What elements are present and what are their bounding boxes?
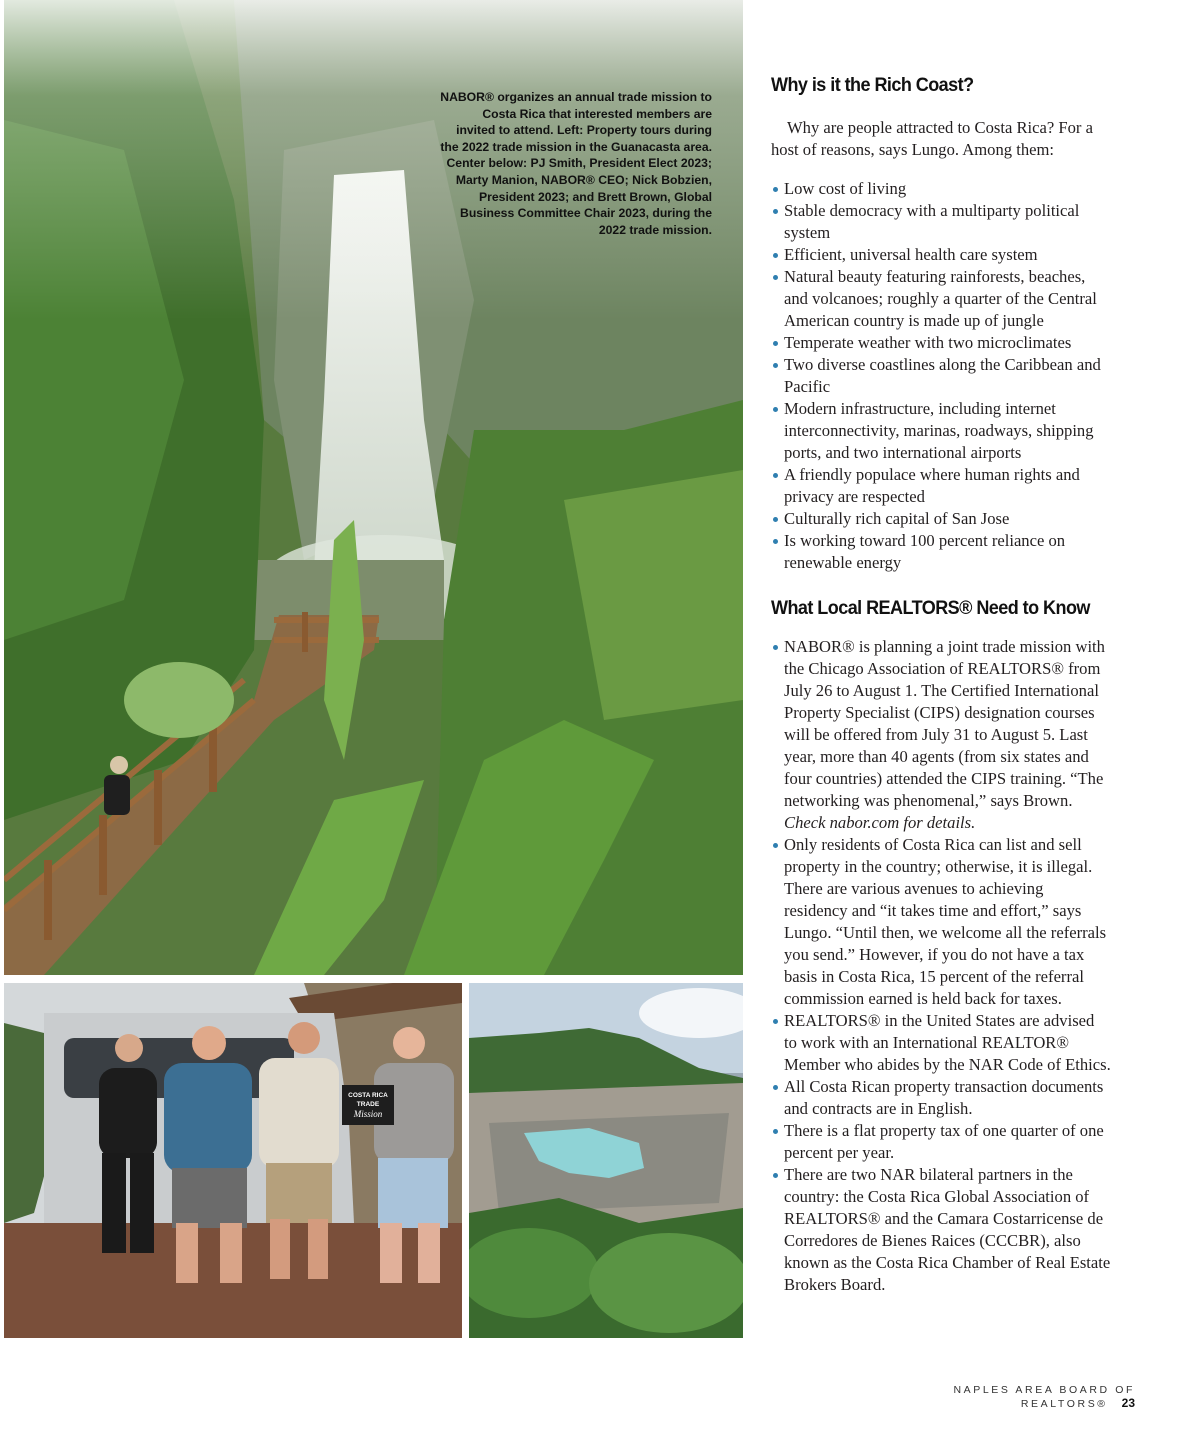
list-item-text: NABOR® is planning a joint trade mission with the Chicago Association of REALTORS® from July 26 to August 1. The Certified International Property Specialist (CIPS) designation courses will be offered from July 31 to August 5. Last year, more than 40 agents (from six states and four countries) attended the CIPS training. “The networking was phenomenal,” says Brown. [784, 637, 1105, 810]
list-item: A friendly populace where human rights and privacy are respected [771, 464, 1106, 508]
list-item: Two diverse coastlines along the Caribbean and Pacific [771, 354, 1106, 398]
volcano-crater-photo [469, 983, 743, 1338]
list-item: REALTORS® in the United States are advised to work with an International REALTOR® Member who abides by the NAR Code of Ethics. [771, 1010, 1111, 1076]
sign-line-3: Mission [353, 1109, 383, 1119]
check-nabor-link-text: Check nabor.com for details. [784, 813, 976, 832]
photo-caption: NABOR® organizes an annual trade mission to Costa Rica that interested members are invited to attend. Left: Property tours during the 2022 trade mission in the Guanacasta area. Center below: PJ Smith, President Elect 2023; Marty Manion, NABOR® CEO; Nick Bobzien, President 2023; and Brett Brown, Global Business Committee Chair 2023, during the 2022 trade mission. [440, 90, 712, 237]
list-item: All Costa Rican property transaction documents and contracts are in English. [771, 1076, 1111, 1120]
sign-line-1: COSTA RICA [348, 1092, 388, 1099]
section-heading-rich-coast: Why is it the Rich Coast? [771, 74, 974, 96]
list-item: Temperate weather with two microclimates [771, 332, 1106, 354]
publication-name: NAPLES AREA BOARD OF REALTORS® [953, 1384, 1135, 1410]
sign-line-2: TRADE [356, 1101, 380, 1108]
realtors-list [771, 636, 1111, 1296]
list-item: Low cost of living [771, 178, 1106, 200]
section-heading-realtors: What Local REALTORS® Need to Know [771, 597, 1090, 619]
list-item: There are two NAR bilateral partners in the country: the Costa Rica Global Association of REALTORS® and the Camara Costarricense de Corredores de Bienes Raices (CCCBR), also known as the Costa Rica Chamber of Real Estate Brokers Board. [771, 1164, 1111, 1296]
page-footer [860, 1384, 1135, 1410]
list-item: Natural beauty featuring rainforests, beaches, and volcanoes; roughly a quarter of the Central American country is made up of jungle [771, 266, 1106, 332]
intro-paragraph: Why are people attracted to Costa Rica? For a host of reasons, says Lungo. Among them: [771, 118, 1093, 159]
list-item: Efficient, universal health care system [771, 244, 1106, 266]
list-item: Modern infrastructure, including internet interconnectivity, marinas, roadways, shipping ports, and two international airports [771, 398, 1106, 464]
crater-illustration [469, 983, 743, 1338]
list-item [771, 636, 1111, 834]
list-item: Only residents of Costa Rica can list and sell property in the country; otherwise, it is illegal. There are various avenues to achieving residency and “it takes time and effort,” says Lungo. “Until then, we welcome all the referrals you send.” However, if you do not have a tax basis in Costa Rica, 15 percent of the referral commission earned is held back for taxes. [771, 834, 1111, 1010]
list-item: Culturally rich capital of San Jose [771, 508, 1106, 530]
list-item: There is a flat property tax of one quarter of one percent per year. [771, 1120, 1111, 1164]
group-photo [4, 983, 462, 1338]
page-number: 23 [1121, 1396, 1135, 1410]
group-photo-illustration [4, 983, 462, 1338]
list-item: Is working toward 100 percent reliance on renewable energy [771, 530, 1106, 574]
reasons-list [771, 178, 1106, 574]
list-item: Stable democracy with a multiparty political system [771, 200, 1106, 244]
